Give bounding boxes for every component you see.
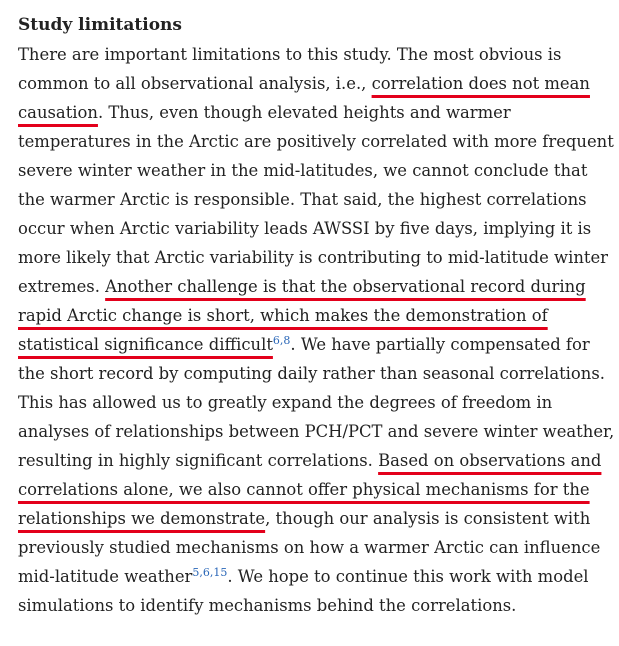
text-line: statistical significance difficult$^{6,8}$. We have partially compensated for bbox=[18, 334, 590, 354]
underlined-text: Another challenge is that the observational record during bbox=[105, 277, 586, 296]
text-line: temperatures in the Arctic are positively correlated with more frequent bbox=[18, 132, 614, 151]
text-line: This has allowed us to greatly expand the degrees of freedom in bbox=[18, 393, 553, 412]
underlined-text: relationships we demonstrate bbox=[18, 509, 266, 528]
text-line: common to all observational analysis, i.e., correlation does not mean bbox=[18, 74, 590, 93]
text-line: previously studied mechanisms on how a warmer Arctic can influence bbox=[18, 538, 601, 557]
underlined-text: correlation does not mean bbox=[371, 74, 590, 93]
text-line: relationships we demonstrate, though our analysis is consistent with bbox=[18, 509, 591, 528]
text-line: extremes. Another challenge is that the observational record during bbox=[18, 277, 586, 296]
text-line: causation. Thus, even though elevated heights and warmer bbox=[18, 103, 511, 122]
text-line bbox=[18, 301, 603, 330]
text-line: simulations to identify mechanisms behind the correlations. bbox=[18, 596, 517, 615]
citation-link[interactable]: 5,6,15 bbox=[192, 566, 228, 579]
text-line: There are important limitations to this study. The most obvious is bbox=[18, 45, 562, 64]
text-line: the short record by computing daily rather than seasonal correlations. bbox=[18, 364, 605, 383]
text-line: more likely that Arctic variability is contributing to mid-latitude winter bbox=[18, 248, 609, 267]
article-section bbox=[18, 10, 615, 620]
text-line: the warmer Arctic is responsible. That said, the highest correlations bbox=[18, 190, 587, 209]
text-line: severe winter weather in the mid-latitudes, we cannot conclude that bbox=[18, 161, 588, 180]
underlined-text: statistical significance difficult bbox=[18, 335, 273, 354]
underlined-text: causation bbox=[18, 103, 98, 122]
section-heading: Study limitations bbox=[18, 15, 182, 35]
text-line: analyses of relationships between PCH/PCT and severe winter weather, bbox=[18, 422, 615, 441]
text-line: occur when Arctic variability leads AWSSI by five days, implying it is bbox=[18, 219, 592, 238]
text-line: resulting in highly significant correlations. Based on observations and bbox=[18, 451, 602, 470]
text-line: mid-latitude weather$^{5,6,15}$. We hope to continue this work with model bbox=[18, 566, 589, 586]
section-paragraph bbox=[18, 40, 615, 620]
citation-link[interactable]: 6,8 bbox=[272, 334, 291, 347]
underlined-text: rapid Arctic change is short, which makes the demonstration of bbox=[18, 306, 548, 325]
underlined-text: correlations alone, we also cannot offer physical mechanisms for the bbox=[18, 480, 590, 499]
text-line bbox=[18, 475, 603, 504]
underlined-text: Based on observations and bbox=[378, 451, 602, 470]
